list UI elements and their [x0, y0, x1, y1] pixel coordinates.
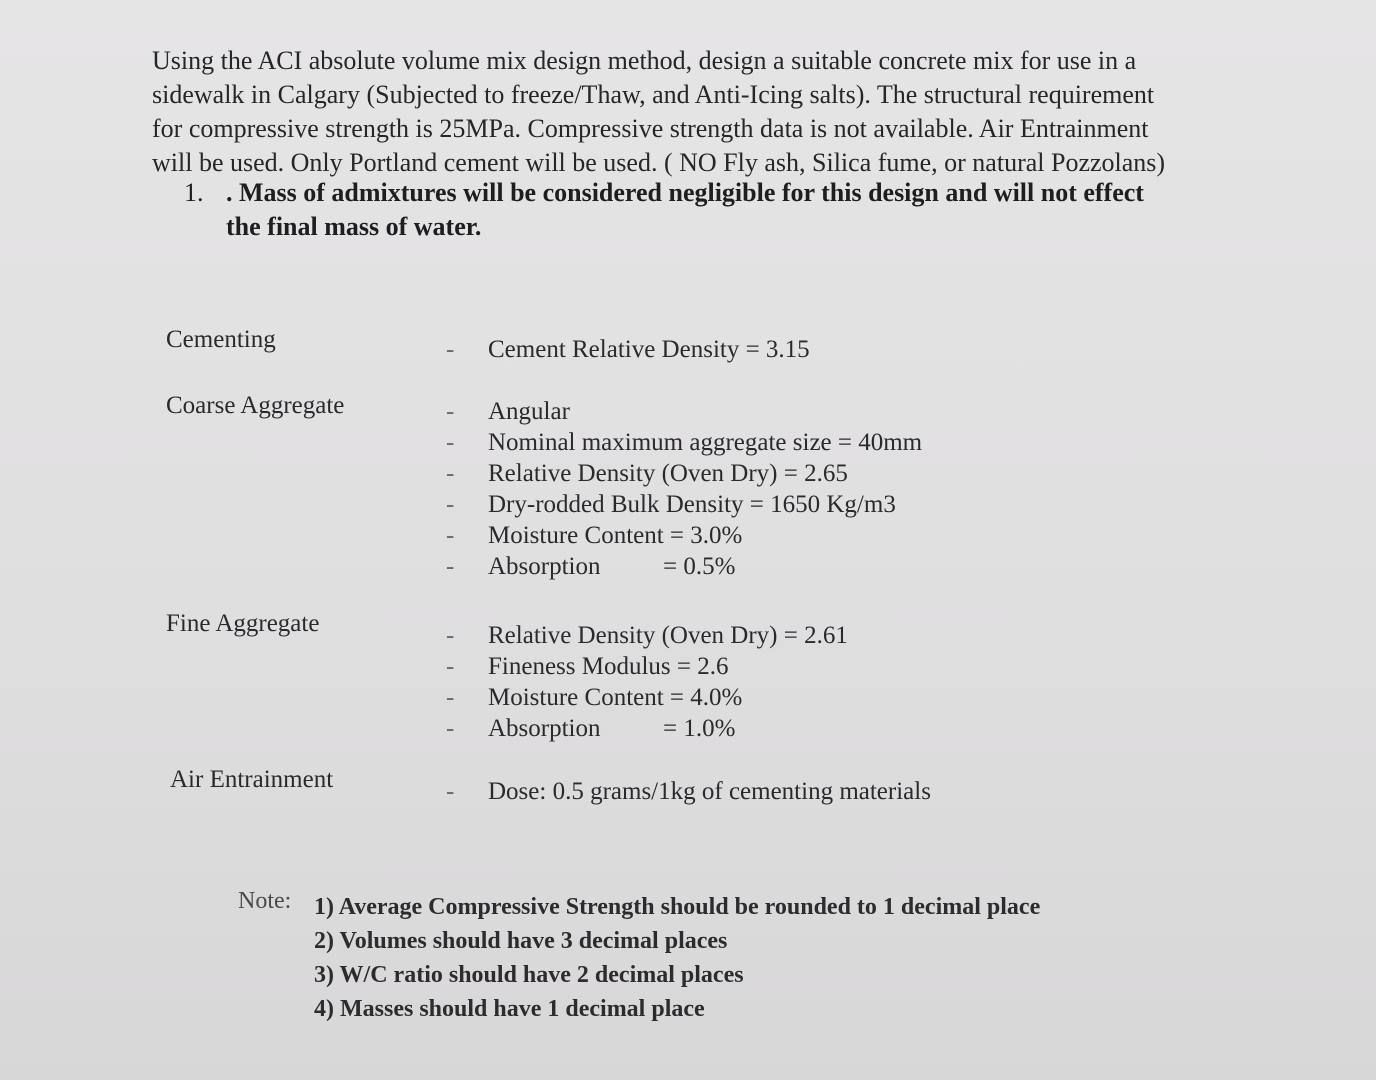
statement-line: will be used. Only Portland cement will be used. ( NO Fly ash, Silica fume, or natural Pozzolans): [152, 148, 1166, 177]
property-item: - Relative Density (Oven Dry) = 2.65: [446, 460, 848, 487]
dash-marker: -: [446, 684, 455, 711]
assumption-line: . Mass of admixtures will be considered negligible for this design and will not effect: [226, 178, 1144, 207]
section-label-air-entrainment: Air Entrainment: [170, 766, 334, 793]
section-label-fine-aggregate: Fine Aggregate: [166, 610, 320, 637]
section-label-cementing: Cementing: [166, 326, 276, 353]
property-item: - Dry-rodded Bulk Density = 1650 Kg/m3: [446, 491, 896, 518]
statement-line: for compressive strength is 25MPa. Compressive strength data is not available. Air Entrainment: [152, 114, 1149, 143]
note-item: 4) Masses should have 1 decimal place: [314, 996, 705, 1022]
property-item: - Angular: [446, 398, 570, 425]
dash-marker: -: [446, 553, 455, 580]
dash-marker: -: [446, 778, 455, 805]
property-item: - Nominal maximum aggregate size = 40mm: [446, 429, 923, 456]
assumption-line: the final mass of water.: [226, 212, 482, 241]
property-item: - Dose: 0.5 grams/1kg of cementing materials: [446, 778, 931, 805]
statement-line: sidewalk in Calgary (Subjected to freeze/Thaw, and Anti-Icing salts). The structural requirement: [152, 80, 1155, 109]
property-item: - Moisture Content = 4.0%: [446, 684, 743, 711]
note-item: 1) Average Compressive Strength should be rounded to 1 decimal place: [314, 894, 1041, 920]
dash-marker: -: [446, 460, 455, 487]
list-number: 1.: [184, 178, 204, 207]
dash-marker: -: [446, 336, 455, 363]
note-label: Note:: [238, 888, 292, 914]
cementing-properties: [446, 334, 810, 365]
dash-marker: -: [446, 429, 455, 456]
statement-line: Using the ACI absolute volume mix design method, design a suitable concrete mix for use in a: [152, 46, 1137, 75]
dash-marker: -: [446, 522, 455, 549]
property-item: - Absorption = 0.5%: [446, 553, 736, 580]
section-label-coarse-aggregate: Coarse Aggregate: [166, 392, 345, 419]
note-item: 2) Volumes should have 3 decimal places: [314, 928, 728, 954]
property-item: - Cement Relative Density = 3.15: [446, 336, 810, 363]
property-item: - Fineness Modulus = 2.6: [446, 653, 729, 680]
air-entrainment-properties: [446, 776, 931, 807]
fine-aggregate-properties: [446, 620, 848, 744]
dash-marker: -: [446, 491, 455, 518]
problem-statement: [152, 44, 1272, 180]
property-item: - Absorption = 1.0%: [446, 715, 736, 742]
dash-marker: -: [446, 715, 455, 742]
property-item: - Moisture Content = 3.0%: [446, 522, 743, 549]
coarse-aggregate-properties: [446, 396, 922, 582]
dash-marker: -: [446, 398, 455, 425]
note-list: [314, 890, 1040, 1026]
note-item: 3) W/C ratio should have 2 decimal places: [314, 962, 744, 988]
dash-marker: -: [446, 653, 455, 680]
dash-marker: -: [446, 622, 455, 649]
property-item: - Relative Density (Oven Dry) = 2.61: [446, 622, 848, 649]
